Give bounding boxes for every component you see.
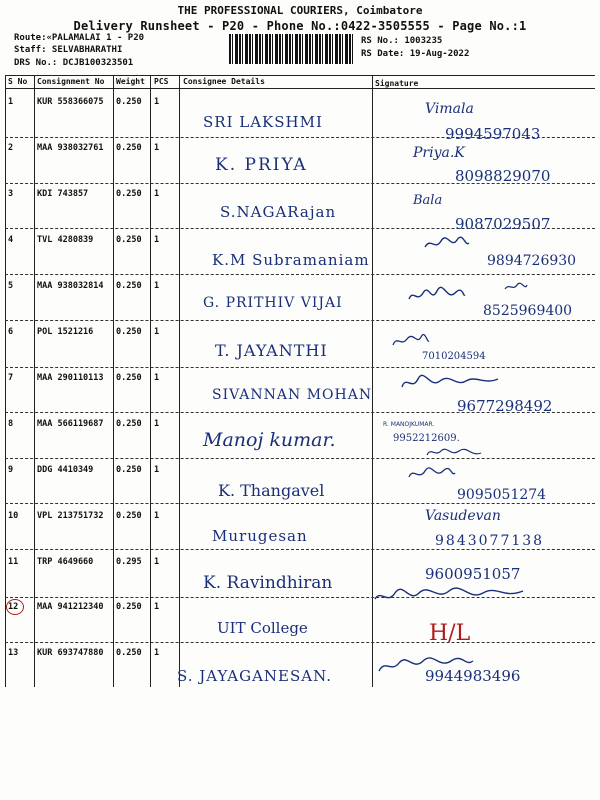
row-phone: 9944983496 (425, 667, 521, 685)
row-phone: 9843077138 (435, 533, 545, 549)
row-sno: 5 (8, 281, 14, 291)
col-header-weight: Weight (116, 77, 145, 86)
row-weight: 0.250 (116, 602, 142, 612)
row-pcs: 1 (154, 281, 160, 291)
row-consignee-name: T. JAYANTHI (215, 341, 328, 360)
row-consignee-name: SIVANNAN MOHAN (212, 387, 373, 403)
row-pcs: 1 (154, 419, 160, 429)
row-pcs: 1 (154, 97, 160, 107)
row-sno: 3 (8, 189, 14, 199)
row-weight: 0.250 (116, 419, 142, 429)
row-phone: 8525969400 (483, 303, 573, 319)
row-sno: 11 (8, 557, 19, 567)
row-pcs: 1 (154, 465, 160, 475)
route-label: Route:«PALAMALAI 1 - P20 (14, 33, 145, 43)
row-consignment-no: VPL 213751732 (37, 511, 104, 521)
col-header-consignment: Consignment No (37, 77, 105, 86)
row-consignment-no: MAA 938032761 (37, 143, 104, 153)
row-weight: 0.250 (116, 97, 142, 107)
row-consignee-name: Manoj kumar. (203, 429, 336, 451)
row-pcs: 1 (154, 189, 160, 199)
row-consignment-no: TVL 4280839 (37, 235, 94, 245)
rs-number: RS No.: 1003235 (361, 36, 443, 46)
runsheet-subtitle: Delivery Runsheet - P20 - Phone No.:0422-3505555 - Page No.:1 (73, 19, 527, 33)
row-consignee-name: K. PRIYA (215, 155, 308, 175)
row-weight: 0.250 (116, 511, 142, 521)
row-weight: 0.250 (116, 648, 142, 658)
drs-label: DRS No.: DCJB100323501 (14, 58, 134, 68)
row-rule (5, 320, 595, 321)
col-divider (5, 75, 6, 687)
col-divider (113, 75, 114, 687)
row-consignment-no: KUR 693747880 (37, 648, 104, 658)
row-consignment-no: MAA 290110113 (37, 373, 104, 383)
row-weight: 0.250 (116, 373, 142, 383)
row-consignee-name: G. PRITHIV VIJAI (203, 295, 343, 311)
row-pcs: 1 (154, 648, 160, 658)
barcode (229, 34, 355, 64)
row-pcs: 1 (154, 557, 160, 567)
row-pcs: 1 (154, 143, 160, 153)
row-signature: Priya.K (413, 145, 465, 161)
row-sno: 1 (8, 97, 14, 107)
header-rule (5, 88, 595, 89)
row-weight: 0.250 (116, 235, 142, 245)
signature-scribble (503, 281, 529, 293)
row-phone: 9994597043 (445, 125, 541, 143)
row-phone: 9087029507 (455, 215, 551, 233)
col-divider (34, 75, 35, 687)
row-sno: 2 (8, 143, 14, 153)
row-phone: 8098829070 (455, 167, 551, 185)
rs-date: RS Date: 19-Aug-2022 (361, 49, 470, 59)
row-pcs: 1 (154, 602, 160, 612)
row-rule (5, 367, 595, 368)
row-pcs: 1 (154, 235, 160, 245)
row-weight: 0.250 (116, 189, 142, 199)
signature-scribble (423, 235, 471, 253)
runsheet-title: THE PROFESSIONAL COURIERS, Coimbatore (177, 4, 423, 17)
row-rule (5, 642, 595, 643)
runsheet-table (5, 75, 595, 695)
row-consignee-name: Murugesan (212, 527, 308, 545)
signature-scribble (407, 285, 467, 307)
row-consignment-no: DDG 4410349 (37, 465, 94, 475)
row-phone: 9095051274 (457, 487, 547, 503)
row-consignee-name: K.M Subramaniam (212, 251, 370, 269)
row-rule (5, 503, 595, 504)
row-phone: 9952212609. (393, 433, 460, 444)
row-pcs: 1 (154, 327, 160, 337)
row-consignment-no: MAA 941212340 (37, 602, 104, 612)
row-consignee-name: K. Thangavel (218, 481, 325, 500)
signature-scribble (373, 585, 533, 609)
row-phone: 9894726930 (487, 253, 577, 269)
row-consignment-no: MAA 938032814 (37, 281, 104, 291)
row-sno: 7 (8, 373, 14, 383)
row-sno: 12 (8, 602, 19, 612)
row-signature: Vimala (425, 101, 474, 117)
row-phone: 7010204594 (422, 351, 486, 362)
row-consignee-name: S. JAYAGANESAN. (177, 667, 333, 685)
row-consignment-no: POL 1521216 (37, 327, 94, 337)
row-consignment-no: MAA 566119687 (37, 419, 104, 429)
row-pcs: 1 (154, 511, 160, 521)
row-consignment-no: KUR 558366075 (37, 97, 104, 107)
row-sno: 4 (8, 235, 14, 245)
signature-scribble (391, 333, 431, 349)
row-rule (5, 274, 595, 275)
signature-scribble (400, 373, 510, 393)
row-weight: 0.250 (116, 327, 142, 337)
row-rule (5, 549, 595, 550)
row-weight: 0.295 (116, 557, 142, 567)
row-sno: 9 (8, 465, 14, 475)
row-phone: 9600951057 (425, 565, 521, 583)
row-signature: Bala (413, 193, 443, 208)
signature-scribble (425, 445, 485, 461)
row-consignee-name: S.NAGARajan (220, 203, 337, 221)
row-consignment-no: TRP 4649660 (37, 557, 94, 567)
row-consignment-no: KDI 743857 (37, 189, 89, 199)
row-weight: 0.250 (116, 281, 142, 291)
row-signature: R. MANOJKUMAR. (383, 421, 435, 428)
row-sno: 13 (8, 648, 19, 658)
row-rule (5, 458, 595, 459)
col-divider (179, 75, 180, 687)
col-header-sno: S No (8, 77, 28, 86)
row-weight: 0.250 (116, 465, 142, 475)
row-pcs: 1 (154, 373, 160, 383)
row-consignee-name: UIT College (217, 619, 308, 637)
row-signature: Vasudevan (425, 508, 501, 524)
row-consignee-name: K. Ravindhiran (203, 573, 333, 593)
signature-scribble (407, 465, 457, 483)
handwritten-annotation: H/L (429, 621, 471, 646)
staff-label: Staff: SELVABHARATHI (14, 45, 123, 55)
table-top-rule (5, 75, 595, 76)
row-sno: 10 (8, 511, 19, 521)
row-consignee-name: SRI LAKSHMI (203, 113, 323, 131)
col-header-signature: Signature (375, 79, 419, 88)
col-divider (150, 75, 151, 687)
row-weight: 0.250 (116, 143, 142, 153)
row-phone: 9677298492 (457, 397, 553, 415)
row-sno: 8 (8, 419, 14, 429)
col-header-pcs: PCS (154, 77, 169, 86)
col-header-consignee: Consignee Details (183, 77, 265, 86)
row-sno: 6 (8, 327, 14, 337)
